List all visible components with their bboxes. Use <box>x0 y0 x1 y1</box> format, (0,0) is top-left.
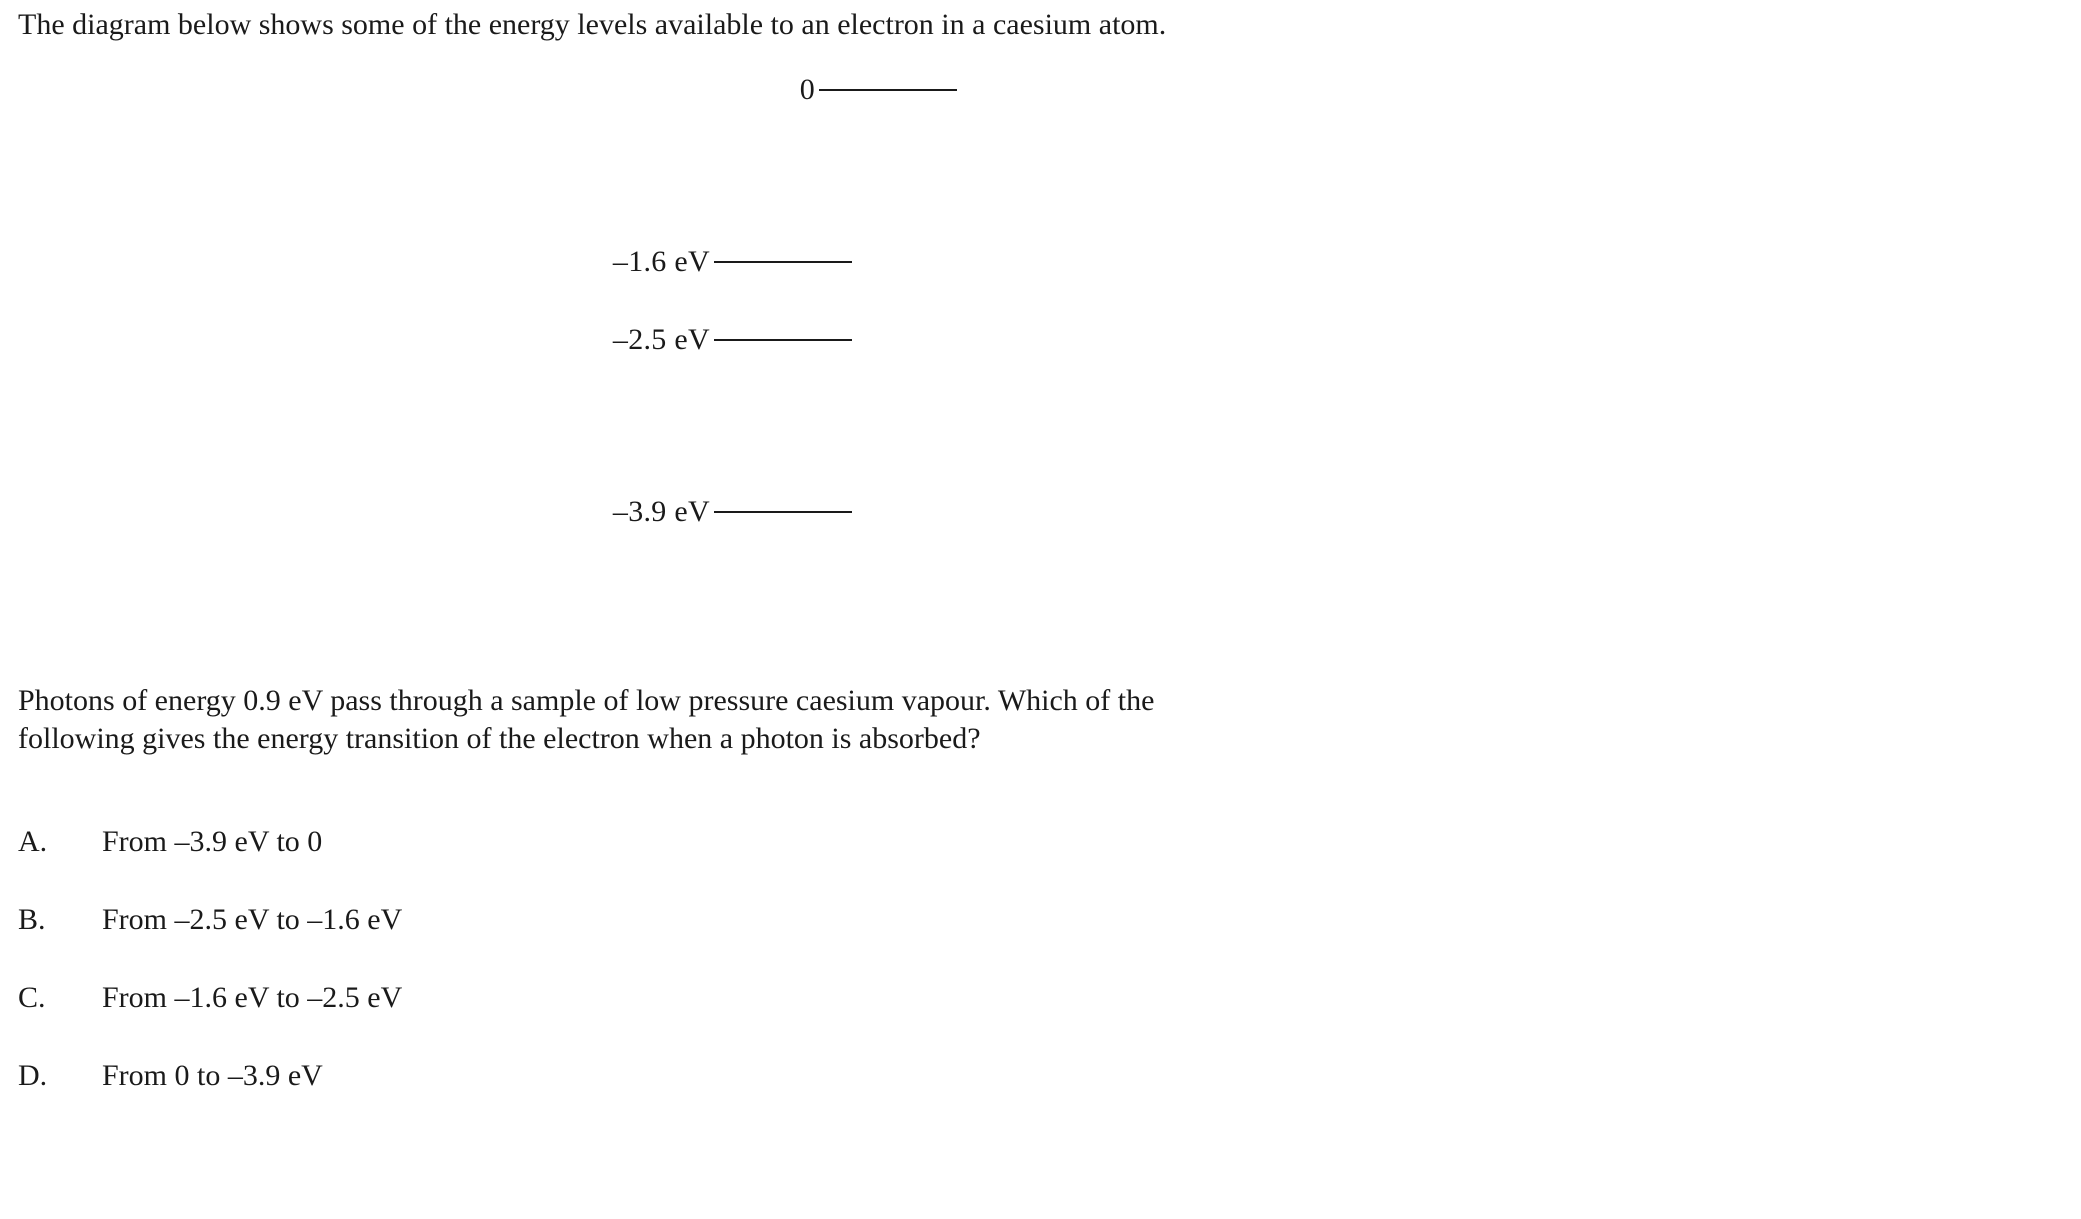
option-d-key: D. <box>18 1059 48 1092</box>
option-b-text: From –2.5 eV to –1.6 eV <box>102 903 403 936</box>
energy-level-label: –2.5 eV <box>612 323 710 356</box>
option-c[interactable] <box>18 981 1218 1015</box>
energy-level-line <box>732 511 852 513</box>
energy-level-diagram <box>0 70 1000 528</box>
energy-level-tick <box>819 89 837 91</box>
energy-level-line <box>837 89 957 91</box>
option-b-key: B. <box>18 903 46 936</box>
question-line-2: following gives the energy transition of the electron when a photon is absorbed? <box>18 722 981 756</box>
energy-level-label: –1.6 eV <box>612 245 710 278</box>
energy-level-tick <box>714 339 732 341</box>
option-a[interactable] <box>18 825 1218 859</box>
energy-level-row <box>555 70 957 110</box>
energy-level-row <box>450 320 852 360</box>
energy-level-label: –3.9 eV <box>612 495 710 528</box>
intro-text: The diagram below shows some of the energy levels available to an electron in a caesium atom. <box>18 8 1167 41</box>
energy-level-line <box>732 261 852 263</box>
answer-options <box>18 825 1218 1137</box>
option-d-text: From 0 to –3.9 eV <box>102 1059 323 1092</box>
energy-level-row <box>450 492 852 532</box>
question-text <box>18 682 1646 758</box>
option-c-key: C. <box>18 981 46 1014</box>
option-c-text: From –1.6 eV to –2.5 eV <box>102 981 403 1014</box>
option-a-key: A. <box>18 825 48 858</box>
energy-level-label: 0 <box>799 73 815 106</box>
question-line-1: Photons of energy 0.9 eV pass through a sample of low pressure caesium vapour. Which of the <box>18 684 1155 717</box>
energy-level-line <box>732 339 852 341</box>
option-d[interactable] <box>18 1059 1218 1093</box>
energy-level-row <box>450 242 852 282</box>
energy-level-tick <box>714 261 732 263</box>
option-b[interactable] <box>18 903 1218 937</box>
energy-level-tick <box>714 511 732 513</box>
option-a-text: From –3.9 eV to 0 <box>102 825 323 858</box>
